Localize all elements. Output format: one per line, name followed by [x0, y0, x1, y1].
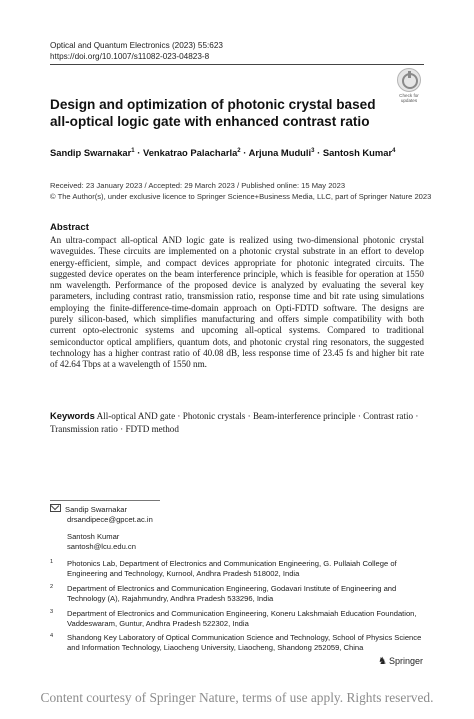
author-name[interactable]: Arjuna Muduli	[248, 147, 312, 158]
affiliation-number: 4	[50, 633, 54, 639]
check-for-updates-icon	[397, 68, 421, 92]
affiliation-number: 3	[50, 609, 54, 615]
keywords-list: All-optical AND gate · Photonic crystals · Beam-interference principle · Contrast ratio · Transmission ratio · FDTD method	[50, 411, 419, 434]
affiliation-text: Photonics Lab, Department of Electronics and Communication Engineering, G. Pullaiah College of Engineering and Technology, Kurnool, Andhra Pradesh 518002, India	[67, 559, 397, 579]
author-affiliation-mark: 4	[392, 147, 396, 154]
author-name[interactable]: Santosh Kumar	[322, 147, 393, 158]
journal-header	[50, 40, 223, 62]
author-name[interactable]: Venkatrao Palacharla	[142, 147, 238, 158]
affiliation-item	[50, 609, 424, 630]
affiliation-item	[50, 559, 424, 580]
check-for-updates-badge[interactable]	[396, 68, 422, 103]
badge-label: Check for updates	[399, 93, 419, 104]
publisher-name: Springer	[388, 656, 423, 666]
corresponding-author-name: Sandip Swarnakar	[65, 505, 128, 514]
affiliation-item	[50, 584, 424, 605]
affiliation-text: Shandong Key Laboratory of Optical Communication Science and Technology, School of Physics Science and Information Technology, Liaocheng University, Liaocheng, Shandong 252059, China	[67, 633, 422, 653]
author-affiliation-mark: 1	[131, 147, 135, 154]
publisher-logo	[378, 656, 423, 667]
publication-history	[50, 180, 431, 202]
author-list	[50, 147, 395, 158]
corresponding-author-email[interactable]: santosh@lcu.edu.cn	[67, 542, 136, 552]
abstract-text: An ultra-compact all-optical AND logic gate is realized using two-dimensional photonic crystal waveguides. These circuits are implemented on a photonic crystal substrate in an effort to develop energy-efficient, simple, and compact devices appropriate for photonic integrated circuits. The suggested device operates on the beam interference principle, which is feasible for operation at 1550 nm wavelength. Performance of the proposed device is analyzed by evaluating the several key parameters, including contrast ratio, transmission ratio, response time and bit rate using simulations employing the finite-difference-time-domain approach on Opti-FDTD software. The designs are purely silicon-based, which simplifies manufacturing and offers simple compatibility with both current opto-electronic systems and upcoming all-optical systems. Compared to traditional semiconductor optical amplifiers, quantum dots, and photonic crystal ring resonators, the suggested technology has a higher contrast ratio of 40.08 dB, less response time of 23.45 fs and higher bit rate of 42.64 Tbps at a wavelength of 1550 nm.	[50, 235, 424, 370]
doi-link[interactable]: https://doi.org/10.1007/s11082-023-04823-8	[50, 52, 210, 61]
journal-citation: Optical and Quantum Electronics (2023) 55:623	[50, 41, 223, 50]
keywords-section	[50, 409, 424, 436]
affiliation-number: 1	[50, 559, 54, 565]
keywords-heading: Keywords	[50, 410, 95, 421]
article-title: Design and optimization of photonic crystal based all-optical logic gate with enhanced contrast ratio	[50, 97, 376, 129]
corresponding-author-email[interactable]: drsandipece@gpcet.ac.in	[67, 515, 153, 525]
affiliation-item	[50, 633, 424, 654]
correspondence-block	[50, 504, 153, 553]
affiliation-text: Department of Electronics and Communication Engineering, Koneru Lakshmaiah Education Foundation, Vaddeswaram, Guntur, Andhra Pradesh 522302, India	[67, 609, 417, 629]
author-separator: ·	[134, 147, 143, 158]
author-affiliation-mark: 2	[237, 147, 241, 154]
author-separator: ·	[240, 147, 249, 158]
dates-line: Received: 23 January 2023 / Accepted: 29 March 2023 / Published online: 15 May 2023	[50, 181, 346, 190]
footnote-rule	[50, 500, 160, 501]
author-separator: ·	[314, 147, 323, 158]
corresponding-author-name: Santosh Kumar	[67, 531, 120, 541]
author-name[interactable]: Sandip Swarnakar	[50, 147, 132, 158]
abstract-heading: Abstract	[50, 222, 89, 233]
header-rule	[50, 64, 424, 65]
springer-horse-icon: ♞	[378, 656, 387, 667]
copyright-line: © The Author(s), under exclusive licence to Springer Science+Business Media, LLC, part of Springer Nature 2023	[50, 192, 432, 201]
affiliation-text: Department of Electronics and Communication Engineering, Godavari Institute of Engineering and Technology (A), Rajahmundry, Andhra Pradesh 533296, India	[67, 584, 397, 604]
courtesy-notice: Content courtesy of Springer Nature, terms of use apply. Rights reserved.	[40, 690, 434, 705]
author-affiliation-mark: 3	[311, 147, 315, 154]
affiliation-number: 2	[50, 584, 54, 590]
mail-icon	[50, 504, 61, 512]
